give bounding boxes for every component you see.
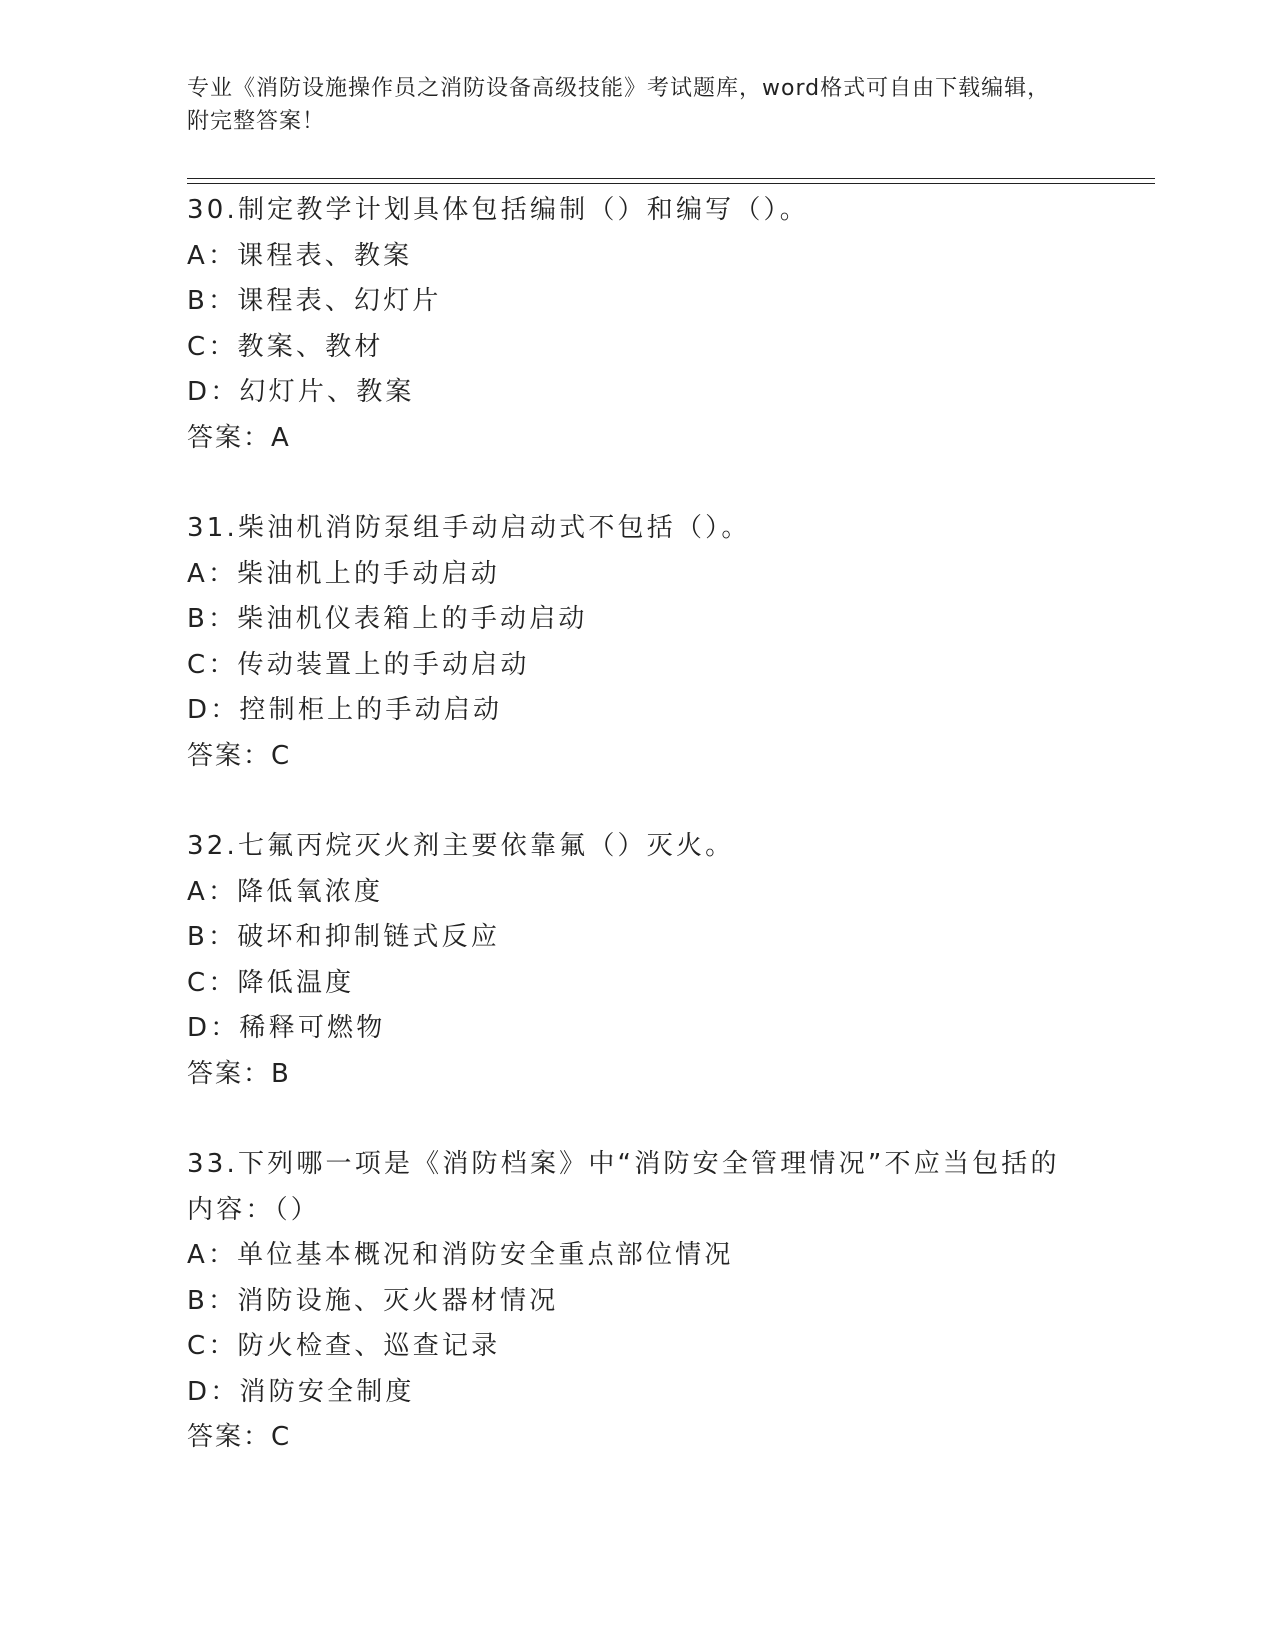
question-stem: 31.柴油机消防泵组手动启动式不包括（）。 <box>187 513 751 543</box>
option-a: A：降低氧浓度 <box>187 876 384 907</box>
question-stem: 32.七氟丙烷灭火剂主要依靠氟（）灭火。 <box>187 831 735 861</box>
option-a: A：柴油机上的手动启动 <box>187 558 500 589</box>
header-divider-bottom <box>187 183 1155 184</box>
question-31 <box>187 506 1087 779</box>
answer-label: 答案：A <box>187 422 291 453</box>
answer-label: 答案：B <box>187 1058 291 1089</box>
question-32 <box>187 824 1087 1097</box>
document-header: 专业《消防设施操作员之消防设备高级技能》考试题库，word格式可自由下载编辑，附完整答案！ <box>187 76 1051 134</box>
option-b: B：柴油机仪表箱上的手动启动 <box>187 604 588 634</box>
option-d: D：幻灯片、教案 <box>187 377 415 407</box>
answer-label: 答案：C <box>187 740 292 771</box>
question-stem: 33.下列哪一项是《消防档案》中“消防安全管理情况”不应当包括的内容：（） <box>187 1149 1060 1225</box>
option-d: D：消防安全制度 <box>187 1376 415 1407</box>
option-c: C：防火检查、巡查记录 <box>187 1331 501 1361</box>
option-c: C：教案、教材 <box>187 331 384 362</box>
option-d: D：稀释可燃物 <box>187 1013 386 1043</box>
option-a: A：单位基本概况和消防安全重点部位情况 <box>187 1240 734 1270</box>
question-list <box>187 188 1087 1506</box>
question-33 <box>187 1142 1087 1461</box>
question-30 <box>187 188 1087 461</box>
answer-label: 答案：C <box>187 1422 292 1452</box>
option-d: D：控制柜上的手动启动 <box>187 695 503 725</box>
option-b: B：课程表、幻灯片 <box>187 286 442 316</box>
option-b: B：消防设施、灭火器材情况 <box>187 1285 559 1316</box>
option-c: C：传动装置上的手动启动 <box>187 649 530 680</box>
option-c: C：降低温度 <box>187 967 355 998</box>
option-b: B：破坏和抑制链式反应 <box>187 922 501 952</box>
option-a: A：课程表、教案 <box>187 240 413 271</box>
question-stem: 30.制定教学计划具体包括编制（）和编写（）。 <box>187 195 809 225</box>
header-divider-top <box>187 178 1155 179</box>
